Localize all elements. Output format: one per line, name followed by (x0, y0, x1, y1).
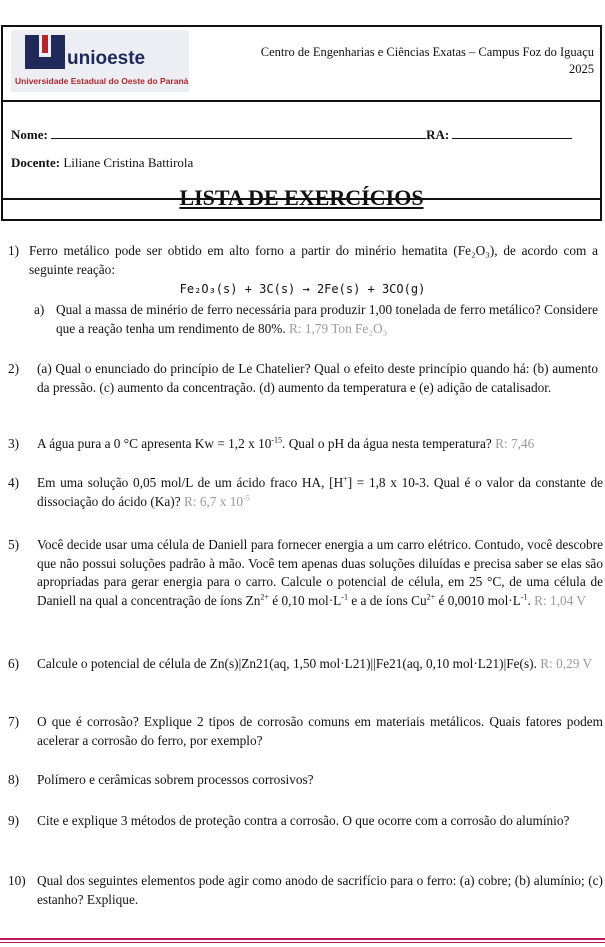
answer-text (184, 494, 250, 509)
unit-exponent: -1 (520, 592, 528, 602)
question-body-e: . (527, 592, 531, 608)
question-text: Qual dos seguintes elementos pode agir como anodo de sacrifício para o ferro: (a) cobre; (b) alumínio; (c) estanho? Explique. (37, 873, 603, 907)
institution-year: 2025 (569, 62, 594, 76)
docente-value: Liliane Cristina Battirola (63, 155, 194, 170)
question-number: 9) (8, 813, 20, 828)
subitem-text (56, 301, 598, 338)
superscript: + (343, 474, 348, 484)
answer-base: R: 6,7 x 10 (183, 493, 244, 509)
subitem-label: a) (34, 302, 45, 317)
nome-line (11, 126, 572, 143)
footer-rule-thin (0, 942, 605, 943)
reaction-equation: Fe₂O₃(s) + 3C(s) → 2Fe(s) + 3CO(g) (179, 282, 426, 296)
docente-line (11, 155, 193, 171)
question-number: 1) (8, 243, 20, 258)
answer-exponent: -5 (243, 493, 250, 503)
question-body-cont: ] = 1,8 x 10-3. Qual é o valor da constante de dissociação do ácido (Ka)? (37, 475, 603, 509)
question-body: A água pura a 0 °C apresenta Kw = 1,2 x 10 (37, 436, 272, 451)
exponent: -15 (271, 435, 283, 445)
logo-subtitle: Universidade Estadual do Oeste do Paraná (15, 76, 189, 86)
question-body-b: é 0,10 mol·L (268, 592, 342, 608)
question-number: 6) (8, 656, 20, 671)
question-body: Calcule o potencial de célula de Zn(s)|Zn21(aq, 1,50 mol·L21)||Fe21(aq, 0,10 mol·L21)|Fe(s). (37, 656, 537, 671)
question-body-c: e a de íons Cu (347, 592, 427, 608)
question-number: 3) (8, 436, 20, 451)
page-title: LISTA DE EXERCÍCIOS (179, 185, 424, 210)
question-body: Em uma solução 0,05 mol/L de um ácido fraco HA, [H (37, 475, 344, 490)
nome-field[interactable] (51, 126, 426, 139)
footer-rule (0, 938, 605, 940)
nome-label: Nome: (11, 127, 48, 142)
title-row (3, 185, 600, 221)
question-text: O que é corrosão? Explique 2 tipos de corrosão comuns em materiais metálicos. Quais fatores podem acelerar a corrosão do ferro, por exemplo? (37, 714, 603, 748)
question-text (37, 474, 603, 511)
header-top-row (3, 27, 600, 102)
university-logo (11, 30, 189, 92)
question-number: 4) (8, 475, 20, 490)
answer-text: R: 0,29 V (540, 656, 593, 671)
logo-name: unioeste (67, 48, 146, 69)
question-number: 2) (8, 361, 20, 376)
question-text: Polímero e cerâmicas sobrem processos corrosivos? (37, 772, 314, 787)
institution-info (261, 44, 594, 78)
question-body-cont: . Qual o pH da água nesta temperatura? (282, 436, 492, 451)
question-body: Você decide usar uma célula de Daniell para fornecer energia a um carro elétrico. Contudo, você descobre que não possui soluções padrão à mão. Você tem apenas duas soluções diluídas e precisa saber se elas são apropriadas para gerar energia para o carro. Calcule o potencial de célula, em 25 °C, de uma célula de Daniell na qual a concentração de íons Zn (37, 537, 603, 608)
question-text: (a) Qual o enunciado do princípio de Le Chatelier? Qual o efeito deste princípio quando há: (b) aumento da pressão. (c) aumento da concentração. (d) aumento da temperatura e (e) adição de catalisador. (37, 361, 598, 395)
ra-field[interactable] (452, 126, 572, 139)
question-number: 8) (8, 772, 20, 787)
question-text: Ferro metálico pode ser obtido em alto forno a partir do minério hematita (Fe₂O₃), de acordo com a seguinte reação: (29, 243, 598, 277)
unit-exponent: -1 (341, 592, 348, 602)
question-text (37, 435, 603, 454)
question-text (37, 655, 603, 674)
question-number: 7) (8, 714, 20, 729)
logo-mark-icon (25, 35, 65, 69)
question-number: 10) (8, 873, 26, 888)
question-body-d: é 0,0010 mol·L (435, 592, 521, 608)
ra-label: RA: (426, 127, 450, 142)
zn-charge: 2+ (260, 592, 269, 602)
question-text (37, 536, 603, 610)
question-number: 5) (8, 537, 20, 552)
docente-label: Docente: (11, 155, 61, 170)
cu-charge: 2+ (426, 592, 436, 602)
answer-text: R: 7,46 (495, 436, 535, 451)
institution-line: Centro de Engenharias e Ciências Exatas – Campus Foz do Iguaçu (260, 45, 594, 59)
answer-text: R: 1,79 Ton Fe₂O₃ (288, 320, 388, 336)
answer-text: R: 1,04 V (534, 592, 586, 608)
question-text: Cite e explique 3 métodos de proteção contra a corrosão. O que ocorre com a corrosão do alumínio? (37, 813, 570, 828)
subitem-body: Qual a massa de minério de ferro necessária para produzir 1,00 tonelada de ferro metálico? Considere que a reação tenha um rendimento de 80%. (56, 302, 598, 336)
header-box (1, 25, 602, 221)
